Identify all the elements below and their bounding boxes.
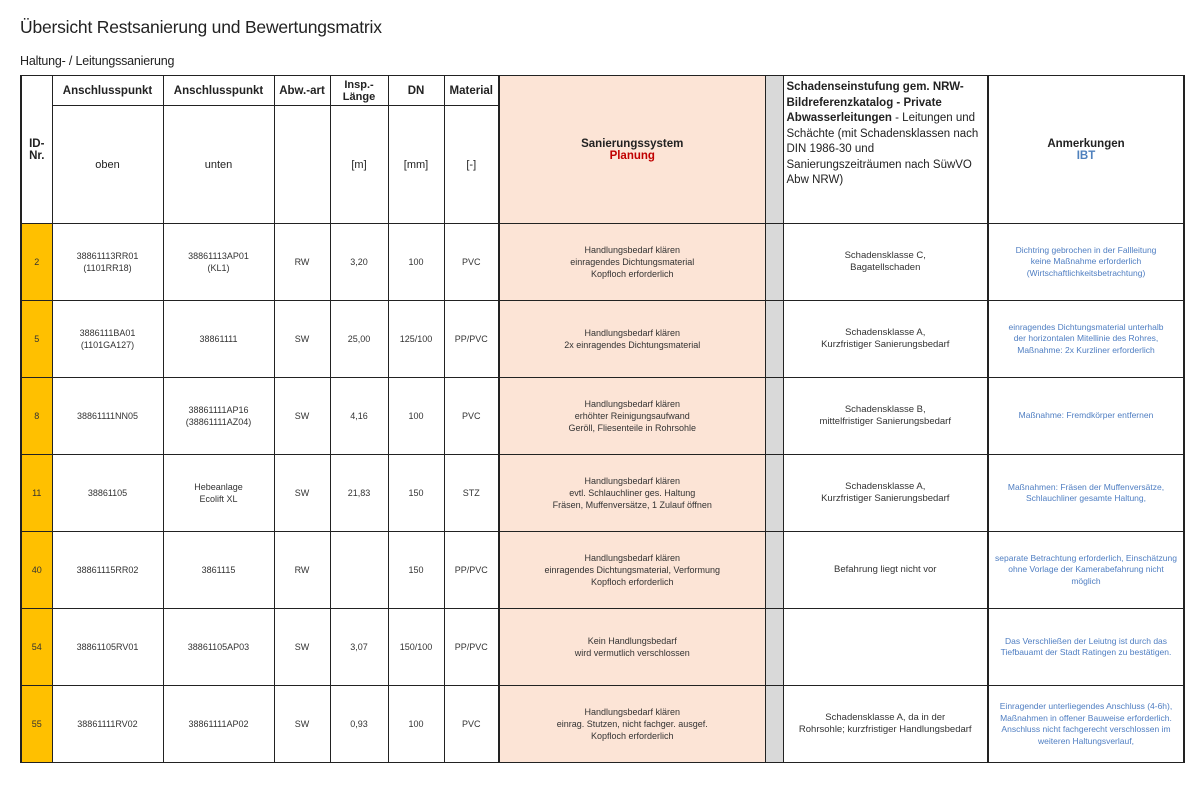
cell-sanierungssystem: Handlungsbedarf klären einragendes Dichtungsmaterial Kopfloch erforderlich (499, 224, 765, 301)
cell-material: PVC (444, 224, 499, 301)
cell-dn: 125/100 (388, 301, 444, 378)
header-anmerkungen-label: Anmerkungen (1047, 137, 1125, 150)
cell-separator (765, 224, 783, 301)
header-sanierungssystem-label: Sanierungssystem (581, 137, 684, 150)
cell-dn: 100 (388, 224, 444, 301)
header-row-top (21, 76, 1184, 106)
cell-insp-laenge: 0,93 (330, 686, 388, 763)
cell-material: PP/PVC (444, 301, 499, 378)
cell-separator (765, 609, 783, 686)
cell-schadenseinstufung: Schadensklasse A, da in der Rohrsohle; kurzfristiger Handlungsbedarf (783, 686, 988, 763)
cell-anmerkung: Maßnahmen: Fräsen der Muffenversätze, Schlauchliner gesamte Haltung, (988, 455, 1184, 532)
header-ibt-label: IBT (1076, 149, 1096, 162)
header-unten-sub: unten (163, 106, 274, 224)
cell-abw-art: RW (274, 224, 330, 301)
cell-sanierungssystem: Kein Handlungsbedarf wird vermutlich verschlossen (499, 609, 765, 686)
header-material-unit: [-] (444, 106, 499, 224)
cell-anschluss-unten: 38861111AP16 (38861111AZ04) (163, 378, 274, 455)
header-schaden-normal: - Leitungen und Schächte (mit Schadensklassen nach DIN 1986-30 und Sanierungszeiträumen nach SüwVO Abw NRW) (786, 112, 979, 186)
separator-column (765, 76, 783, 224)
cell-abw-art: RW (274, 532, 330, 609)
table-row (21, 532, 1184, 609)
cell-separator (765, 455, 783, 532)
header-material: Material (444, 76, 499, 106)
cell-anschluss-oben: 38861113RR01 (1101RR18) (52, 224, 163, 301)
header-schaden-bold: Schadenseinstufung gem. NRW-Bildreferenzkatalog - Private Abwasserleitungen (786, 81, 964, 124)
cell-abw-art: SW (274, 686, 330, 763)
header-sanierungssystem (499, 76, 765, 224)
cell-separator (765, 378, 783, 455)
cell-abw-art: SW (274, 455, 330, 532)
table-body (21, 224, 1184, 763)
cell-anschluss-oben: 38861115RR02 (52, 532, 163, 609)
cell-anmerkung: einragendes Dichtungsmaterial unterhalb der horizontalen Mitellinie des Rohres, Maßnahme: 2x Kurzliner erforderlich (988, 301, 1184, 378)
cell-material: STZ (444, 455, 499, 532)
cell-material: PP/PVC (444, 532, 499, 609)
header-laenge-unit: [m] (330, 106, 388, 224)
cell-schadenseinstufung: Schadensklasse A, Kurzfristiger Sanierungsbedarf (783, 455, 988, 532)
cell-id: 54 (21, 609, 52, 686)
cell-id: 8 (21, 378, 52, 455)
header-schadenseinstufung (783, 76, 988, 224)
cell-sanierungssystem: Handlungsbedarf klären einragendes Dichtungsmaterial, Verformung Kopfloch erforderlich (499, 532, 765, 609)
cell-dn: 150 (388, 532, 444, 609)
cell-id: 2 (21, 224, 52, 301)
cell-insp-laenge (330, 532, 388, 609)
cell-separator (765, 532, 783, 609)
cell-insp-laenge: 4,16 (330, 378, 388, 455)
cell-insp-laenge: 25,00 (330, 301, 388, 378)
cell-insp-laenge: 3,20 (330, 224, 388, 301)
cell-schadenseinstufung: Schadensklasse A, Kurzfristiger Sanierungsbedarf (783, 301, 988, 378)
cell-schadenseinstufung (783, 609, 988, 686)
header-abw-art: Abw.-art (274, 76, 330, 106)
cell-separator (765, 301, 783, 378)
table-row (21, 609, 1184, 686)
cell-anschluss-oben: 38861111RV02 (52, 686, 163, 763)
page-title: Übersicht Restsanierung und Bewertungsmatrix (20, 17, 382, 37)
cell-anschluss-unten: 38861105AP03 (163, 609, 274, 686)
table-row (21, 686, 1184, 763)
header-oben-sub: oben (52, 106, 163, 224)
table-row (21, 301, 1184, 378)
cell-sanierungssystem: Handlungsbedarf klären 2x einragendes Dichtungsmaterial (499, 301, 765, 378)
cell-anmerkung: Einragender unterliegendes Anschluss (4-6h), Maßnahmen in offener Bauweise erforderlich. Anschluss nicht fachgerecht verschlossen im weiteren Haltungsverlauf, (988, 686, 1184, 763)
table-row (21, 378, 1184, 455)
cell-dn: 150/100 (388, 609, 444, 686)
cell-dn: 100 (388, 686, 444, 763)
header-planung-label: Planung (609, 149, 655, 162)
header-anschluss-unten: Anschlusspunkt (163, 76, 274, 106)
cell-anmerkung: Das Verschließen der Leiutng ist durch das Tiefbauamt der Stadt Ratingen zu bestätigen. (988, 609, 1184, 686)
cell-material: PP/PVC (444, 609, 499, 686)
cell-anschluss-unten: Hebeanlage Ecolift XL (163, 455, 274, 532)
cell-insp-laenge: 21,83 (330, 455, 388, 532)
cell-dn: 100 (388, 378, 444, 455)
cell-id: 5 (21, 301, 52, 378)
cell-material: PVC (444, 378, 499, 455)
cell-anschluss-oben: 38861105RV01 (52, 609, 163, 686)
cell-abw-art: SW (274, 301, 330, 378)
cell-anmerkung: Maßnahme: Fremdkörper entfernen (988, 378, 1184, 455)
table-row (21, 455, 1184, 532)
cell-anschluss-oben: 38861105 (52, 455, 163, 532)
cell-insp-laenge: 3,07 (330, 609, 388, 686)
header-anschluss-oben: Anschlusspunkt (52, 76, 163, 106)
assessment-matrix-table (20, 75, 1185, 763)
header-insp-laenge: Insp.-Länge (330, 76, 388, 106)
cell-sanierungssystem: Handlungsbedarf klären erhöhter Reinigungsaufwand Geröll, Fliesenteile in Rohrsohle (499, 378, 765, 455)
cell-id: 40 (21, 532, 52, 609)
cell-abw-art: SW (274, 378, 330, 455)
header-abw-sub (274, 106, 330, 224)
cell-anschluss-unten: 38861113AP01 (KL1) (163, 224, 274, 301)
cell-anschluss-unten: 3861115 (163, 532, 274, 609)
cell-sanierungssystem: Handlungsbedarf klären evtl. Schlauchliner ges. Haltung Fräsen, Muffenversätze, 1 Zulauf öffnen (499, 455, 765, 532)
header-dn: DN (388, 76, 444, 106)
cell-schadenseinstufung: Schadensklasse C, Bagatellschaden (783, 224, 988, 301)
cell-anschluss-oben: 3886111BA01 (1101GA127) (52, 301, 163, 378)
cell-abw-art: SW (274, 609, 330, 686)
cell-material: PVC (444, 686, 499, 763)
cell-id: 11 (21, 455, 52, 532)
header-id: ID-Nr. (21, 76, 52, 224)
cell-anmerkung: Dichtring gebrochen in der Fallleitung keine Maßnahme erforderlich (Wirtschaftlichkeitsbetrachtung) (988, 224, 1184, 301)
cell-separator (765, 686, 783, 763)
cell-dn: 150 (388, 455, 444, 532)
section-subtitle: Haltung- / Leitungssanierung (20, 54, 175, 68)
cell-sanierungssystem: Handlungsbedarf klären einrag. Stutzen, nicht fachger. ausgef. Kopfloch erforderlich (499, 686, 765, 763)
cell-schadenseinstufung: Schadensklasse B, mittelfristiger Sanierungsbedarf (783, 378, 988, 455)
cell-anschluss-unten: 38861111 (163, 301, 274, 378)
header-dn-unit: [mm] (388, 106, 444, 224)
cell-schadenseinstufung: Befahrung liegt nicht vor (783, 532, 988, 609)
cell-anmerkung: separate Betrachtung erforderlich, Einschätzung ohne Vorlage der Kamerabefahrung nicht möglich (988, 532, 1184, 609)
cell-anschluss-oben: 38861111NN05 (52, 378, 163, 455)
cell-id: 55 (21, 686, 52, 763)
table-row (21, 224, 1184, 301)
header-anmerkungen (988, 76, 1184, 224)
cell-anschluss-unten: 38861111AP02 (163, 686, 274, 763)
